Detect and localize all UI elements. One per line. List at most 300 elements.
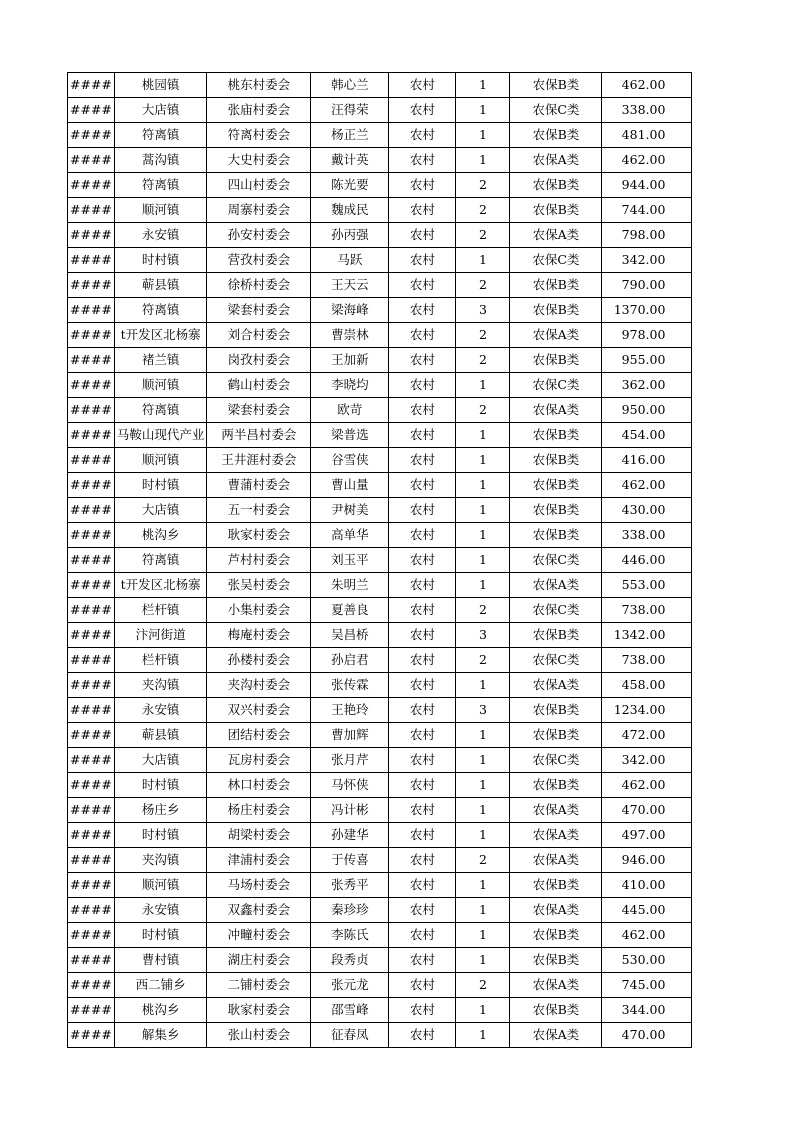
township-cell: 符离镇 — [114, 123, 207, 148]
table-row — [68, 398, 692, 423]
name-cell: 陈光要 — [311, 173, 389, 198]
amount-cell: 445.00 — [602, 898, 692, 923]
count-cell: 1 — [456, 548, 510, 573]
category-cell: 农保C类 — [510, 748, 602, 773]
id-cell: #### — [68, 698, 115, 723]
category-cell: 农保B类 — [510, 723, 602, 748]
count-cell: 3 — [456, 298, 510, 323]
name-cell: 张月芹 — [311, 748, 389, 773]
area-type-cell: 农村 — [389, 173, 456, 198]
category-cell: 农保B类 — [510, 948, 602, 973]
amount-cell: 744.00 — [602, 198, 692, 223]
village-cell: 桃东村委会 — [207, 73, 311, 98]
village-cell: 大史村委会 — [207, 148, 311, 173]
name-cell: 梁海峰 — [311, 298, 389, 323]
count-cell: 3 — [456, 623, 510, 648]
township-cell: 顺河镇 — [114, 373, 207, 398]
village-cell: 瓦房村委会 — [207, 748, 311, 773]
id-cell: #### — [68, 923, 115, 948]
area-type-cell: 农村 — [389, 998, 456, 1023]
township-cell: 时村镇 — [114, 923, 207, 948]
name-cell: 秦珍珍 — [311, 898, 389, 923]
area-type-cell: 农村 — [389, 823, 456, 848]
count-cell: 2 — [456, 223, 510, 248]
data-table — [67, 72, 692, 1048]
table-row — [68, 648, 692, 673]
village-cell: 两半昌村委会 — [207, 423, 311, 448]
area-type-cell: 农村 — [389, 548, 456, 573]
village-cell: 湖庄村委会 — [207, 948, 311, 973]
count-cell: 1 — [456, 498, 510, 523]
amount-cell: 338.00 — [602, 523, 692, 548]
name-cell: 朱明兰 — [311, 573, 389, 598]
township-cell: 大店镇 — [114, 748, 207, 773]
id-cell: #### — [68, 623, 115, 648]
township-cell: 汴河街道 — [114, 623, 207, 648]
amount-cell: 530.00 — [602, 948, 692, 973]
township-cell: 顺河镇 — [114, 873, 207, 898]
area-type-cell: 农村 — [389, 123, 456, 148]
id-cell: #### — [68, 523, 115, 548]
amount-cell: 472.00 — [602, 723, 692, 748]
id-cell: #### — [68, 873, 115, 898]
village-cell: 冲疃村委会 — [207, 923, 311, 948]
id-cell: #### — [68, 948, 115, 973]
area-type-cell: 农村 — [389, 598, 456, 623]
id-cell: #### — [68, 998, 115, 1023]
area-type-cell: 农村 — [389, 698, 456, 723]
name-cell: 征春凤 — [311, 1023, 389, 1048]
name-cell: 谷雪侠 — [311, 448, 389, 473]
amount-cell: 497.00 — [602, 823, 692, 848]
table-row — [68, 598, 692, 623]
name-cell: 马怀侠 — [311, 773, 389, 798]
count-cell: 1 — [456, 73, 510, 98]
id-cell: #### — [68, 448, 115, 473]
area-type-cell: 农村 — [389, 798, 456, 823]
table-body — [68, 73, 692, 1048]
name-cell: 夏善良 — [311, 598, 389, 623]
id-cell: #### — [68, 723, 115, 748]
count-cell: 1 — [456, 423, 510, 448]
category-cell: 农保C类 — [510, 648, 602, 673]
id-cell: #### — [68, 573, 115, 598]
township-cell: 符离镇 — [114, 173, 207, 198]
category-cell: 农保A类 — [510, 398, 602, 423]
count-cell: 1 — [456, 873, 510, 898]
id-cell: #### — [68, 123, 115, 148]
area-type-cell: 农村 — [389, 923, 456, 948]
name-cell: 魏成民 — [311, 198, 389, 223]
table-row — [68, 698, 692, 723]
area-type-cell: 农村 — [389, 73, 456, 98]
count-cell: 1 — [456, 673, 510, 698]
name-cell: 李晓均 — [311, 373, 389, 398]
township-cell: 马鞍山现代产业 — [114, 423, 207, 448]
name-cell: 孙建华 — [311, 823, 389, 848]
area-type-cell: 农村 — [389, 473, 456, 498]
category-cell: 农保C类 — [510, 248, 602, 273]
amount-cell: 798.00 — [602, 223, 692, 248]
village-cell: 五一村委会 — [207, 498, 311, 523]
name-cell: 冯计彬 — [311, 798, 389, 823]
amount-cell: 944.00 — [602, 173, 692, 198]
village-cell: 曹蒲村委会 — [207, 473, 311, 498]
table-row — [68, 423, 692, 448]
id-cell: #### — [68, 173, 115, 198]
village-cell: 双兴村委会 — [207, 698, 311, 723]
village-cell: 张吴村委会 — [207, 573, 311, 598]
name-cell: 韩心兰 — [311, 73, 389, 98]
id-cell: #### — [68, 598, 115, 623]
amount-cell: 1234.00 — [602, 698, 692, 723]
name-cell: 曹崇林 — [311, 323, 389, 348]
amount-cell: 342.00 — [602, 748, 692, 773]
id-cell: #### — [68, 473, 115, 498]
name-cell: 张秀平 — [311, 873, 389, 898]
table-row — [68, 523, 692, 548]
count-cell: 1 — [456, 923, 510, 948]
count-cell: 1 — [456, 523, 510, 548]
count-cell: 1 — [456, 473, 510, 498]
id-cell: #### — [68, 973, 115, 998]
id-cell: #### — [68, 848, 115, 873]
township-cell: 桃园镇 — [114, 73, 207, 98]
township-cell: 曹村镇 — [114, 948, 207, 973]
village-cell: 马场村委会 — [207, 873, 311, 898]
table-row — [68, 723, 692, 748]
village-cell: 岗孜村委会 — [207, 348, 311, 373]
area-type-cell: 农村 — [389, 723, 456, 748]
village-cell: 林口村委会 — [207, 773, 311, 798]
amount-cell: 745.00 — [602, 973, 692, 998]
table-row — [68, 123, 692, 148]
township-cell: 永安镇 — [114, 898, 207, 923]
category-cell: 农保A类 — [510, 148, 602, 173]
township-cell: 顺河镇 — [114, 448, 207, 473]
category-cell: 农保B类 — [510, 198, 602, 223]
count-cell: 2 — [456, 973, 510, 998]
township-cell: 大店镇 — [114, 98, 207, 123]
table-row — [68, 348, 692, 373]
area-type-cell: 农村 — [389, 898, 456, 923]
amount-cell: 430.00 — [602, 498, 692, 523]
category-cell: 农保B类 — [510, 773, 602, 798]
amount-cell: 338.00 — [602, 98, 692, 123]
amount-cell: 462.00 — [602, 148, 692, 173]
township-cell: 桃沟乡 — [114, 998, 207, 1023]
count-cell: 1 — [456, 248, 510, 273]
village-cell: 团结村委会 — [207, 723, 311, 748]
id-cell: #### — [68, 673, 115, 698]
id-cell: #### — [68, 323, 115, 348]
area-type-cell: 农村 — [389, 748, 456, 773]
township-cell: 永安镇 — [114, 698, 207, 723]
township-cell: 桃沟乡 — [114, 523, 207, 548]
id-cell: #### — [68, 823, 115, 848]
township-cell: 时村镇 — [114, 823, 207, 848]
name-cell: 曹山量 — [311, 473, 389, 498]
table-row — [68, 623, 692, 648]
township-cell: 西二铺乡 — [114, 973, 207, 998]
amount-cell: 738.00 — [602, 598, 692, 623]
village-cell: 芦村村委会 — [207, 548, 311, 573]
area-type-cell: 农村 — [389, 373, 456, 398]
amount-cell: 790.00 — [602, 273, 692, 298]
village-cell: 耿家村委会 — [207, 998, 311, 1023]
name-cell: 尹树美 — [311, 498, 389, 523]
township-cell: 时村镇 — [114, 473, 207, 498]
village-cell: 王井涯村委会 — [207, 448, 311, 473]
name-cell: 邵雪峰 — [311, 998, 389, 1023]
count-cell: 1 — [456, 98, 510, 123]
table-row — [68, 548, 692, 573]
category-cell: 农保B类 — [510, 873, 602, 898]
village-cell: 梁套村委会 — [207, 298, 311, 323]
category-cell: 农保B类 — [510, 348, 602, 373]
name-cell: 欧苛 — [311, 398, 389, 423]
category-cell: 农保A类 — [510, 673, 602, 698]
table-row — [68, 73, 692, 98]
id-cell: #### — [68, 98, 115, 123]
table-row — [68, 573, 692, 598]
township-cell: 褚兰镇 — [114, 348, 207, 373]
township-cell: 夹沟镇 — [114, 848, 207, 873]
township-cell: 栏杆镇 — [114, 648, 207, 673]
area-type-cell: 农村 — [389, 273, 456, 298]
count-cell: 2 — [456, 348, 510, 373]
name-cell: 杨正兰 — [311, 123, 389, 148]
township-cell: t开发区北杨寨 — [114, 323, 207, 348]
village-cell: 营孜村委会 — [207, 248, 311, 273]
village-cell: 张庙村委会 — [207, 98, 311, 123]
name-cell: 吴昌桥 — [311, 623, 389, 648]
name-cell: 曹加辉 — [311, 723, 389, 748]
id-cell: #### — [68, 1023, 115, 1048]
count-cell: 2 — [456, 648, 510, 673]
id-cell: #### — [68, 198, 115, 223]
table-row — [68, 98, 692, 123]
area-type-cell: 农村 — [389, 223, 456, 248]
id-cell: #### — [68, 423, 115, 448]
amount-cell: 342.00 — [602, 248, 692, 273]
count-cell: 1 — [456, 898, 510, 923]
amount-cell: 458.00 — [602, 673, 692, 698]
amount-cell: 344.00 — [602, 998, 692, 1023]
amount-cell: 470.00 — [602, 1023, 692, 1048]
table-row — [68, 498, 692, 523]
village-cell: 符离村委会 — [207, 123, 311, 148]
area-type-cell: 农村 — [389, 248, 456, 273]
township-cell: 符离镇 — [114, 548, 207, 573]
amount-cell: 462.00 — [602, 73, 692, 98]
id-cell: #### — [68, 498, 115, 523]
amount-cell: 950.00 — [602, 398, 692, 423]
id-cell: #### — [68, 748, 115, 773]
category-cell: 农保B类 — [510, 473, 602, 498]
id-cell: #### — [68, 73, 115, 98]
table-row — [68, 873, 692, 898]
category-cell: 农保B类 — [510, 998, 602, 1023]
category-cell: 农保A类 — [510, 573, 602, 598]
id-cell: #### — [68, 373, 115, 398]
name-cell: 汪得荣 — [311, 98, 389, 123]
township-cell: 符离镇 — [114, 398, 207, 423]
id-cell: #### — [68, 248, 115, 273]
name-cell: 刘玉平 — [311, 548, 389, 573]
name-cell: 梁普选 — [311, 423, 389, 448]
table-row — [68, 298, 692, 323]
township-cell: 蕲县镇 — [114, 723, 207, 748]
name-cell: 王天云 — [311, 273, 389, 298]
area-type-cell: 农村 — [389, 198, 456, 223]
township-cell: t开发区北杨寨 — [114, 573, 207, 598]
township-cell: 蕲县镇 — [114, 273, 207, 298]
township-cell: 时村镇 — [114, 248, 207, 273]
village-cell: 夹沟村委会 — [207, 673, 311, 698]
table-row — [68, 223, 692, 248]
id-cell: #### — [68, 298, 115, 323]
area-type-cell: 农村 — [389, 573, 456, 598]
category-cell: 农保B类 — [510, 523, 602, 548]
id-cell: #### — [68, 773, 115, 798]
amount-cell: 738.00 — [602, 648, 692, 673]
area-type-cell: 农村 — [389, 448, 456, 473]
township-cell: 杨庄乡 — [114, 798, 207, 823]
count-cell: 2 — [456, 323, 510, 348]
table-row — [68, 923, 692, 948]
village-cell: 张山村委会 — [207, 1023, 311, 1048]
amount-cell: 454.00 — [602, 423, 692, 448]
amount-cell: 462.00 — [602, 773, 692, 798]
area-type-cell: 农村 — [389, 948, 456, 973]
amount-cell: 1342.00 — [602, 623, 692, 648]
table-row — [68, 798, 692, 823]
amount-cell: 481.00 — [602, 123, 692, 148]
category-cell: 农保A类 — [510, 823, 602, 848]
village-cell: 孙楼村委会 — [207, 648, 311, 673]
table-row — [68, 373, 692, 398]
amount-cell: 462.00 — [602, 473, 692, 498]
township-cell: 永安镇 — [114, 223, 207, 248]
area-type-cell: 农村 — [389, 148, 456, 173]
village-cell: 梁套村委会 — [207, 398, 311, 423]
area-type-cell: 农村 — [389, 773, 456, 798]
count-cell: 1 — [456, 773, 510, 798]
table-row — [68, 898, 692, 923]
area-type-cell: 农村 — [389, 973, 456, 998]
category-cell: 农保A类 — [510, 223, 602, 248]
category-cell: 农保C类 — [510, 548, 602, 573]
count-cell: 1 — [456, 998, 510, 1023]
id-cell: #### — [68, 398, 115, 423]
category-cell: 农保B类 — [510, 298, 602, 323]
area-type-cell: 农村 — [389, 1023, 456, 1048]
table-row — [68, 148, 692, 173]
township-cell: 顺河镇 — [114, 198, 207, 223]
village-cell: 刘合村委会 — [207, 323, 311, 348]
area-type-cell: 农村 — [389, 648, 456, 673]
category-cell: 农保B类 — [510, 273, 602, 298]
count-cell: 1 — [456, 798, 510, 823]
village-cell: 孙安村委会 — [207, 223, 311, 248]
count-cell: 1 — [456, 373, 510, 398]
count-cell: 1 — [456, 148, 510, 173]
area-type-cell: 农村 — [389, 348, 456, 373]
table-row — [68, 198, 692, 223]
count-cell: 2 — [456, 598, 510, 623]
category-cell: 农保B类 — [510, 698, 602, 723]
amount-cell: 978.00 — [602, 323, 692, 348]
amount-cell: 462.00 — [602, 923, 692, 948]
count-cell: 2 — [456, 848, 510, 873]
amount-cell: 416.00 — [602, 448, 692, 473]
township-cell: 栏杆镇 — [114, 598, 207, 623]
category-cell: 农保A类 — [510, 323, 602, 348]
village-cell: 小集村委会 — [207, 598, 311, 623]
village-cell: 双鑫村委会 — [207, 898, 311, 923]
count-cell: 1 — [456, 723, 510, 748]
count-cell: 1 — [456, 573, 510, 598]
name-cell: 段秀贞 — [311, 948, 389, 973]
count-cell: 3 — [456, 698, 510, 723]
township-cell: 蒿沟镇 — [114, 148, 207, 173]
count-cell: 1 — [456, 123, 510, 148]
area-type-cell: 农村 — [389, 623, 456, 648]
amount-cell: 946.00 — [602, 848, 692, 873]
amount-cell: 446.00 — [602, 548, 692, 573]
category-cell: 农保A类 — [510, 848, 602, 873]
village-cell: 耿家村委会 — [207, 523, 311, 548]
name-cell: 于传喜 — [311, 848, 389, 873]
table-row — [68, 323, 692, 348]
table-row — [68, 823, 692, 848]
category-cell: 农保B类 — [510, 498, 602, 523]
id-cell: #### — [68, 648, 115, 673]
category-cell: 农保C类 — [510, 373, 602, 398]
amount-cell: 410.00 — [602, 873, 692, 898]
id-cell: #### — [68, 223, 115, 248]
id-cell: #### — [68, 148, 115, 173]
count-cell: 2 — [456, 398, 510, 423]
category-cell: 农保B类 — [510, 623, 602, 648]
township-cell: 符离镇 — [114, 298, 207, 323]
category-cell: 农保B类 — [510, 123, 602, 148]
name-cell: 高单华 — [311, 523, 389, 548]
area-type-cell: 农村 — [389, 398, 456, 423]
table-row — [68, 673, 692, 698]
township-cell: 大店镇 — [114, 498, 207, 523]
category-cell: 农保C类 — [510, 98, 602, 123]
category-cell: 农保B类 — [510, 173, 602, 198]
area-type-cell: 农村 — [389, 323, 456, 348]
name-cell: 李陈氏 — [311, 923, 389, 948]
count-cell: 1 — [456, 448, 510, 473]
category-cell: 农保C类 — [510, 598, 602, 623]
category-cell: 农保B类 — [510, 923, 602, 948]
table-row — [68, 998, 692, 1023]
name-cell: 孙丙强 — [311, 223, 389, 248]
area-type-cell: 农村 — [389, 873, 456, 898]
name-cell: 孙启君 — [311, 648, 389, 673]
area-type-cell: 农村 — [389, 523, 456, 548]
category-cell: 农保A类 — [510, 1023, 602, 1048]
amount-cell: 470.00 — [602, 798, 692, 823]
table-row — [68, 448, 692, 473]
category-cell: 农保B类 — [510, 448, 602, 473]
table-row — [68, 173, 692, 198]
category-cell: 农保A类 — [510, 798, 602, 823]
